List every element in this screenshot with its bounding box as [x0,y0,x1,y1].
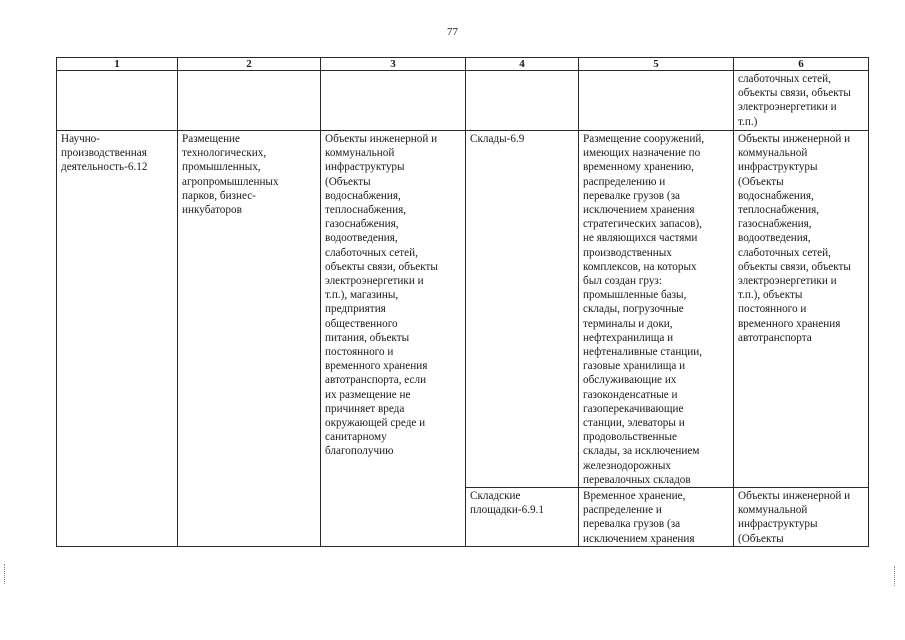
table-cell [579,71,734,131]
table-cell-conditional-use: Складские площадки-6.9.1 [466,488,579,547]
table-cell [321,71,466,131]
table-cell: слаботочных сетей, объекты связи, объекты электроэнергетики и т.п.) [734,71,869,131]
scan-edge-mark [4,564,9,584]
table-cell [178,71,321,131]
column-header: 3 [321,58,466,71]
table-cell-description: Размещение технологических, промышленных, агропромышленных парков, бизнес- инкубаторов [178,131,321,547]
table-cell-conditional-description: Размещение сооружений, имеющих назначение по временному хранению, распределению и перевалке грузов (за исключением хранения стратегических запасов), не являющихся частями производственных комплексов, на которых был создан груз: промышленные базы, склады, погрузочные терминалы и доки, нефтехранилища и нефтеналивные станции, газовые хранилища и обслуживающие их газоконденсатные и газоперекачивающие станции, элеваторы и продовольственные склады, за исключением железнодорожных перевалочных складов [579,131,734,488]
scan-edge-mark [894,566,899,586]
column-header: 1 [57,58,178,71]
table-cell-use-type: Научно- производственная деятельность-6.12 [57,131,178,547]
land-use-table [56,57,869,547]
column-header: 6 [734,58,869,71]
table-cell-auxiliary-objects: Объекты инженерной и коммунальной инфраструктуры (Объекты водоснабжения, теплоснабжения, газоснабжения, водоотведения, слаботочных сетей, объекты связи, объекты электроэнергетики и т.п.), магазины, предприятия общественного питания, объекты постоянного и временного хранения автотранспорта, если их размещение не причиняет вреда окружающей среде и санитарному благополучию [321,131,466,547]
table-cell-conditional-objects: Объекты инженерной и коммунальной инфраструктуры (Объекты [734,488,869,547]
page-number: 77 [447,26,458,38]
column-header: 4 [466,58,579,71]
table-row-main [57,131,869,488]
table-cell [57,71,178,131]
table-cell [466,71,579,131]
column-header: 5 [579,58,734,71]
table-header-row [57,58,869,71]
column-header: 2 [178,58,321,71]
table-cell-conditional-use: Склады-6.9 [466,131,579,488]
table-row-continuation [57,71,869,131]
table-cell-conditional-objects: Объекты инженерной и коммунальной инфраструктуры (Объекты водоснабжения, теплоснабжения, газоснабжения, водоотведения, слаботочных сетей, объекты связи, объекты электроэнергетики и т.п.), объекты постоянного и временного хранения автотранспорта [734,131,869,488]
table-cell-conditional-description: Временное хранение, распределение и перевалка грузов (за исключением хранения [579,488,734,547]
